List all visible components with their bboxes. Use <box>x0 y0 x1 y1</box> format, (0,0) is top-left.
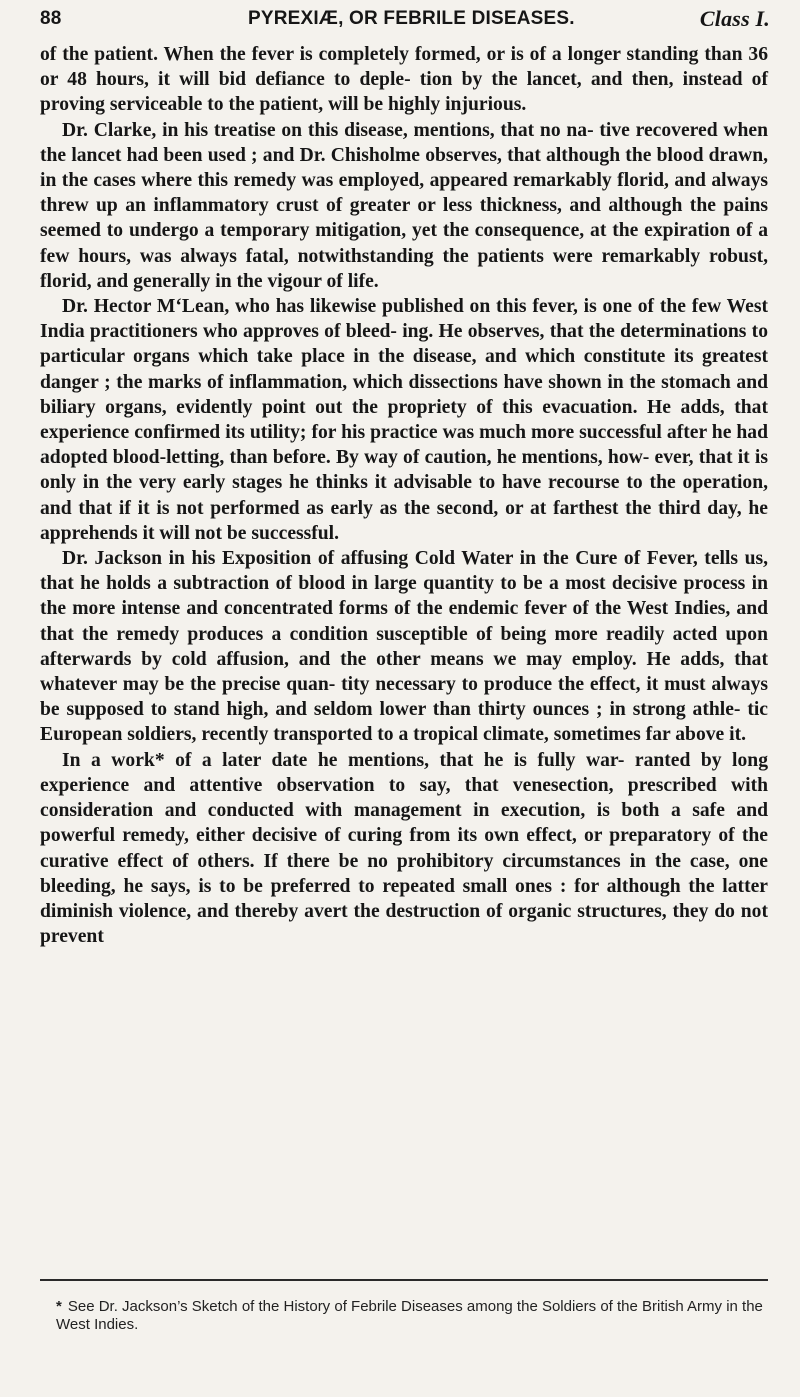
footnote-marker: * <box>56 1298 62 1315</box>
paragraph-jackson: Dr. Jackson in his Exposition of affusing Cold Water in the Cure of Fever, tells us, that he holds a subtraction of blood in large quantity to be a most decisive process in the more intense and concentrated forms of the endemic fever of the West Indies, and that the remedy produces a condition susceptible of being more readily acted upon afterwards by cold affusion, and the other means we may employ. He adds, that whatever may be the precise quan- tity necessary to produce the effect, it must always be supposed to stand high, and seldom lower than thirty ounces ; in strong athle- tic European soldiers, recently transported to a tropical climate, sometimes far above it. <box>40 548 768 746</box>
footnote-rule <box>40 1279 768 1281</box>
running-title: PYREXIÆ, OR FEBRILE DISEASES. <box>248 8 575 29</box>
footnote <box>56 1298 768 1334</box>
running-head <box>40 4 770 34</box>
body-text <box>40 42 768 949</box>
paragraph-clarke: Dr. Clarke, in his treatise on this disease, mentions, that no na- tive recovered when the lancet had been used ; and Dr. Chisholme observes, that although the blood drawn, in the cases where this remedy was employed, appeared remarkably florid, and always threw up an inflammatory crust of greater or less thickness, and although the pains seemed to undergo a temporary mitigation, yet the consequence, at the expiration of a few hours, was always fatal, notwithstanding the patients were remarkably robust, florid, and generally in the vigour of life. <box>40 119 768 292</box>
paragraph-continuation: of the patient. When the fever is completely formed, or is of a longer standing than 36 or 48 hours, it will bid defiance to deple- tion by the lancet, and then, instead of proving serviceable to the patient, will be highly injurious. <box>40 44 768 116</box>
page-number: 88 <box>40 8 62 29</box>
footnote-text: See Dr. Jackson’s Sketch of the History of Febrile Diseases among the Soldiers of the British Army in the West Indies. <box>56 1298 763 1333</box>
paragraph-later-work: In a work* of a later date he mentions, that he is fully war- ranted by long experience and attentive observation to say, that venesection, prescribed with consideration and conducted with management in execution, is both a safe and powerful remedy, either decisive of curing from its own effect, or preparatory of the curative effect of others. If there be no prohibitory circumstances in the case, one bleeding, he says, is to be preferred to repeated small ones : for although the latter diminish violence, and thereby avert the destruction of organic structures, they do not prevent <box>40 749 768 948</box>
paragraph-mclean: Dr. Hector M‘Lean, who has likewise published on this fever, is one of the few West India practitioners who approves of bleed- ing. He observes, that the determinations to particular organs which take place in the disease, and which constitute its greatest danger ; the marks of inflammation, which dissections have shown in the stomach and biliary organs, evidently point out the propriety of this evacuation. He adds, that experience confirmed its utility; for his practice was much more successful after he had adopted blood-letting, than before. By way of caution, he mentions, how- ever, that it is only in the very early stages he thinks it advisable to have recourse to the operation, and that if it is not performed as early as the second, or at farthest the third day, he apprehends it will not be successful. <box>40 296 768 544</box>
class-label: Class I. <box>699 6 770 31</box>
